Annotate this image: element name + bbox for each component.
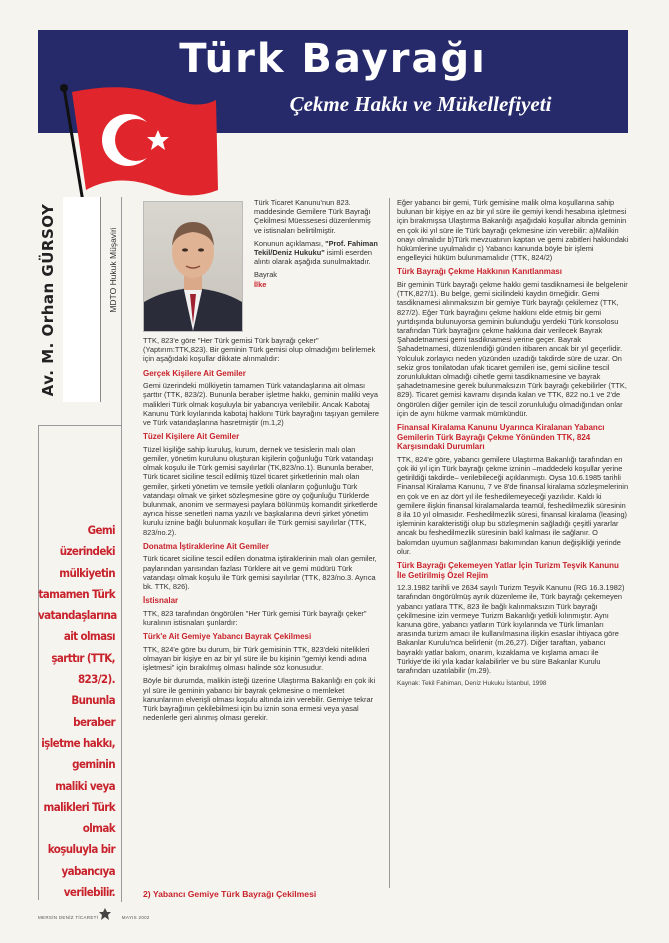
body-paragraph: Türk ticaret siciline tescil edilen donatma iştiraklerinin malı olan gemiler, paylarından yarısından fazlası Türklere ait ve gemi müdürü Türk vatandaşı olmak koşulu ile Türk gemisi sayılırlar (TTK, 823/no.3. Ayrıca bk. TTK, 826). bbox=[143, 554, 377, 592]
section-heading: Türk Bayrağı Çekme Hakkının Kanıtlanması bbox=[397, 267, 562, 277]
body-paragraph: TTK, 823 tarafından öngörülen "Her Türk gemisi Türk bayrağı çeker" kuralının istisnaları şunlardır: bbox=[143, 608, 367, 628]
section-heading: Tüzel Kişilere Ait Gemiler bbox=[143, 432, 240, 442]
column-divider bbox=[121, 197, 122, 902]
body-paragraph: Tüzel kişiliğe sahip kuruluş, kurum, dernek ve tesislerin malı olan gemiler, yönetim kurulunu oluşturan kişilerin çoğunluğu Türk vatandaşı olmak koşulu ile Türk gemisi sayılırlar (TK,823/no.1). Bununla beraber, Türk ticaret siciline tescil edilmiş tüzel ticaret şirketlerinin malı olan gemiler, şirketi yönetim ve temsile yetkili olanların çoğunluğu Türk vatandaşı olmak ve şirket sözleşmesine göre oy çoğunluğu Türklerde bulunmak, anonim ve sermayesi paylara bölünmüş komandit şirketlerde ayrıca hisse senetleri nama yazılı ve başkalarına devri şirket yönetim kurulu iznine bağlı bulunmak koşulları ile Türk gemisi sayılırlar (TTK, 823/no.2). bbox=[143, 444, 378, 537]
section-heading: Donatma İştiraklerine Ait Gemiler bbox=[143, 541, 269, 551]
footer-publication bbox=[38, 915, 150, 920]
body-paragraph: Bir geminin Türk bayrağı çekme hakkı gemi tasdiknamesi ile belgelenir (TTK,827/1). Bu belge, gemi sicilindeki kaydın örneğidir. Gemi tasdiknamesi alınmaksızın bir gemiye Türk bayrağı çekilemez (TTK, 827/2). Eğer Türk bayrağını çekme hakkını elde etmiş bir gemi yurtdışında bulunuyorsa geminin bulunduğu yerdeki Türk konsolosu tarafından Türk bayrağını çekme hakkına dair verilecek Bayrak Şahadetnamesi gemi tasdiknamesi yerine geçer. Bayrak Şahadetnamesi, düzenlendiği günden itibaren ancak bir yıl geçerlidir. Yolculuk zorlayıcı neden yüzünden uzadığı takdirde süre de uzar. On sekiz gros tonilatodan ufak ticaret gemileri ise, gemi siciline tescil zorunluluktan olmadığı cihetle gemi tasdiknamesine ve bayrak şahadetnamesine gerek bulunmaksızın Türk bayrağı çekebilirler (TTK, 829). Ticaret gemisi kavramı dışında kalan ve TTK, 822 no.1 ve 2'de öngörülen diğer gemiler için de tescil zorunluluğu olmadığından onlar için de aynı hükme varmak mümkündür. bbox=[397, 280, 628, 418]
body-paragraph: TTK, 824'e göre bu durum, bir Türk gemisinin TTK, 823'deki nitelikleri olmayan bir kişiye en az bir yıl süre ile bu kişinin "gemiyi kendi adına işletmesi" için bırakılmış olması halinde söz konusudur. bbox=[143, 644, 370, 673]
intro-paragraph: Bayrak bbox=[254, 270, 278, 280]
section-heading: Türk'e Ait Gemiye Yabancı Bayrak Çekilmesi bbox=[143, 632, 312, 642]
author-strip bbox=[63, 197, 101, 402]
right-column bbox=[397, 198, 629, 693]
page-title: Türk Bayrağı bbox=[179, 36, 487, 82]
author-photo bbox=[143, 201, 243, 332]
footer-publication-name: MERSİN DENİZ TİCARETİ bbox=[38, 915, 99, 920]
section-heading: Finansal Kiralama Kanunu Uyarınca Kiralanan Yabancı Gemilerin Türk Bayrağı Çekme Yönünden TTK, 824 Karşısındaki Durumları bbox=[397, 423, 605, 452]
intro-text bbox=[254, 198, 378, 289]
chamber-logo-icon bbox=[99, 908, 111, 922]
section-heading: Türk Bayrağı Çekemeyen Yatlar İçin Turizm Teşvik Kanunu İle Getirilmiş Özel Rejim bbox=[397, 561, 619, 580]
author-name: Av. M. Orhan GÜRSOY bbox=[39, 203, 57, 397]
source-citation: Kaynak: Tekil Fahiman, Deniz Hukuku İstanbul, 1998 bbox=[397, 680, 547, 688]
pull-quote: Gemi üzerindeki mülkiyetin tamamen Türk vatandaşlarına ait olması şarttır (TTK, 823/2). Bununla beraber işletme hakkı, geminin maliki veya malikleri Türk olmak koşuluyla bir yabancıya verilebilir. bbox=[38, 523, 117, 900]
section-heading: 2) Yabancı Gemiye Türk Bayrağı Çekilmesi bbox=[143, 889, 317, 899]
body-paragraph: 12.3.1982 tarihli ve 2634 sayılı Turizm Teşvik Kanunu (RG 16.3.1982) tarafından öngörülmüş ayrık düzenleme ile, Türk bayrağı çekemeyen yabancı yatlara TTK, 823 ile bağlı kalınmaksızın Türk bayrağı çekilmesine izin vermeye Turizm Bakanlığı yetkili kılınmıştır. Aynı kanuna göre, yabancı yatların Türk kıyılarında ve Türk limanları arasında turizm amacı ile kullanılmasına ilişkin esaslar ihtiyaca göre Bakanlar Kurulu'nca belirlenir (m.26,27). Diğer taraftan, yabancı bayraklı yatlar bakım, onarım, kızaklama ve kışlama amacı ile Türkiye'de iki yıla kadar kalabilirler ve bu süre Bakanlar Kurulu tarafından uzatılabilir (m.29). bbox=[397, 583, 625, 676]
section-heading: İlke bbox=[254, 279, 267, 289]
body-paragraph: Gemi üzerindeki mülkiyetin tamamen Türk vatandaşlarına ait olması şarttır (TTK, 823/2). Bununla beraber işletme hakkı, geminin maliki veya malikleri Türk olmak koşuluyla bir yabancıya verilebilir. Ancak Kabotaj Kanunu Türk kıyılarında kabotaj hakkını Türk bayrağını taşıyan gemilere ve Türk vatandaşlarına hasretmiştir (m.1,2) bbox=[143, 381, 379, 428]
page-subtitle: Çekme Hakkı ve Mükellefiyeti bbox=[289, 92, 552, 116]
turkish-flag-icon bbox=[58, 80, 228, 210]
intro-paragraph: Konunun açıklaması, "Prof. Fahiman Tekil/Deniz Hukuku" isimli eserden alıntı olarak aşağıda sunulmaktadır. bbox=[254, 238, 378, 267]
footer-date: MAYIS 2002 bbox=[121, 915, 150, 920]
middle-column bbox=[143, 336, 379, 726]
intro-paragraph: Türk Ticaret Kanunu'nun 823. maddesinde Gemilere Türk Bayrağı Çekilmesi Müessesesi düzenlenmiş ve istisnaları belirtilmiştir. bbox=[254, 198, 371, 235]
section-heading: İstisnalar bbox=[143, 596, 179, 606]
body-paragraph: TTK, 824'e göre, yabancı gemilere Ulaştırma Bakanlığı tarafından en çok iki yıl için Türk bayrağı çekme izninin –maddedeki koşullar yerine getirildiği takdirde– verilebileceği açıklanmıştı. Oysa 10.6.1985 tarihli Finansal Kiralama Kanunu, 7 ve 8'de finansal kiralama sözleşmelerinin en çok ve en az dört yıl ile feshedilemeyeceği yazılıdır. Kaldı ki gemilere ilişkin finansal kiralamalarda teamül, feshedilmezlik süresinin 8 ila 10 yıl olmasıdır. Feshedilmezlik süresi, finansal kiralama (leasing) işleminin karakteristiği olup bu sözleşmenin sağladığı çeşitli yararlar ancak bu feshedilmezlik süresinin bakî kalması ile sağlanır. O bakımdan uyumun sağlanması bakımından kanun değişikliği yerinde olur. bbox=[397, 454, 629, 556]
body-paragraph: TTK, 823'e göre "Her Türk gemisi Türk bayrağı çeker" (Yaptırım:TTK,823). Bir geminin Türk gemisi olup olmadığını belirlemek için aşağıdaki koşullar dikkate alınmalıdır: bbox=[143, 336, 376, 364]
column-divider-2 bbox=[389, 198, 390, 888]
body-paragraph: Böyle bir durumda, malikin isteği üzerine Ulaştırma Bakanlığı en çok iki yıl süre ile geminin yabancı bir bayrak çekmesine o memleket kanunlarının elverişli olması koşulu altında izin verebilir. Gemiye tekrar Türk bayrağının çekilebilmesi için bu iznin sona ermesi veya yasal nedenlerle geri alınmış olması gerekir. bbox=[143, 676, 376, 723]
source-quote: "Prof. Fahiman Tekil/Deniz Hukuku" bbox=[254, 238, 378, 258]
section-heading: Gerçek Kişilere Ait Gemiler bbox=[143, 368, 246, 378]
body-paragraph: Eğer yabancı bir gemi, Türk gemisine malik olma koşullarına sahip bulunan bir kişiye en az bir yıl süre ile gemiyi kendi hesabına işletmesi için bırakmışsa Ulaştırma Bakanlığı aşağıdaki koşullar altında geminin en çok iki yıl süre ile Türk bayrağı çekmesine izin verebilir: a)Malikin onayı olmalıdır b)Türk mevzuatının kaptan ve gemi zabitleri hakkındaki hükümlerine uyulmalıdır c) Yabancı kanunda böyle bir işlemi engelleyici hüküm bulunmamalıdır (TTK, 824/2) bbox=[397, 198, 629, 263]
pullquote-top-rule bbox=[38, 425, 121, 426]
author-title: MDTO Hukuk Müşaviri bbox=[108, 227, 118, 313]
